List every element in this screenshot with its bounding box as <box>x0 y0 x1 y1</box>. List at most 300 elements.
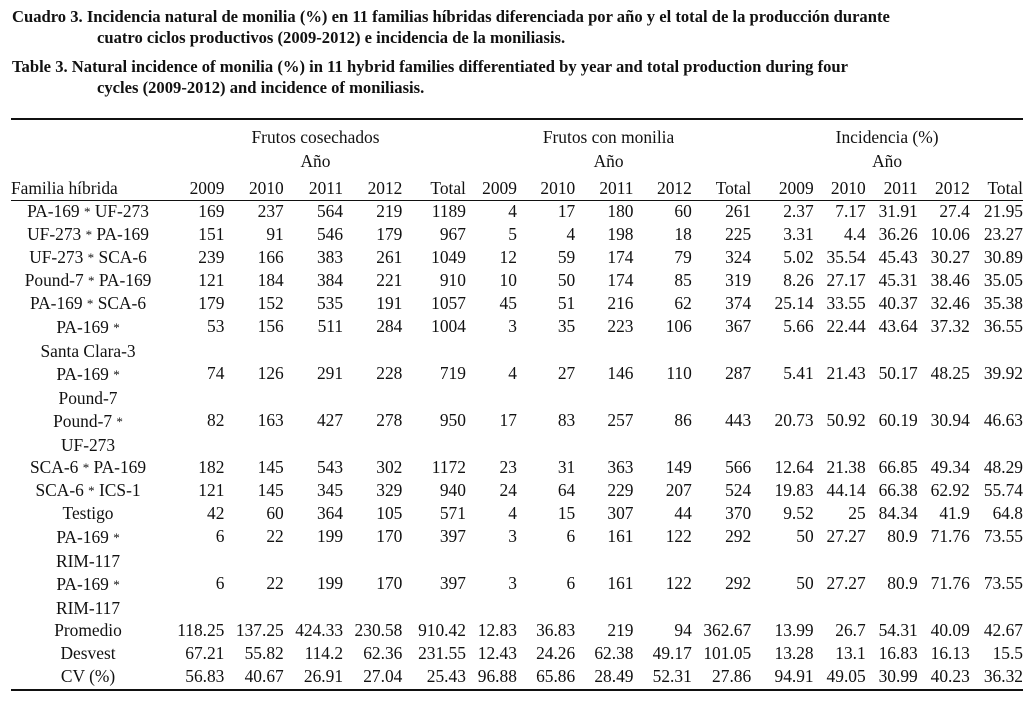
value-cell: 30.99 <box>878 666 918 686</box>
value-cell: 28.49 <box>594 666 634 686</box>
value-cell: 79 <box>674 247 692 267</box>
value-cell: 43.64 <box>878 316 918 336</box>
value-cell: 62 <box>674 293 692 313</box>
family-name-cell <box>11 620 165 643</box>
value-cell: 23.27 <box>983 224 1023 244</box>
value-cell: 261 <box>376 247 403 267</box>
year-label-harvested: Año <box>300 151 331 171</box>
family-name-cell <box>11 503 165 526</box>
table-row <box>11 316 1023 363</box>
value-cell: 27.4 <box>939 201 970 221</box>
value-cell: 62.36 <box>363 643 403 663</box>
value-cell: 5.66 <box>783 316 814 336</box>
value-cell: 13.1 <box>835 643 866 663</box>
value-cell: 15 <box>557 503 576 523</box>
value-cell: 49.17 <box>652 643 692 663</box>
value-cell: 257 <box>607 410 634 430</box>
col-header-harvested-2009: 2009 <box>189 178 225 198</box>
value-cell: 27.04 <box>363 666 403 686</box>
value-cell: 122 <box>665 573 692 593</box>
data-table-container <box>11 118 1023 691</box>
value-cell: 6 <box>215 526 225 546</box>
incidence-table <box>11 118 1023 691</box>
value-cell: 22.44 <box>826 316 866 336</box>
value-cell: 174 <box>607 247 634 267</box>
value-cell: 184 <box>257 270 284 290</box>
value-cell: 152 <box>257 293 284 313</box>
family-name-cell <box>11 643 165 666</box>
value-cell: 198 <box>607 224 634 244</box>
table-row <box>11 293 1023 316</box>
col-header-harvested-2010: 2010 <box>248 178 284 198</box>
value-cell: 291 <box>316 363 344 383</box>
value-cell: 62.38 <box>594 643 634 663</box>
col-header-incidence-total: Total <box>987 178 1023 198</box>
value-cell: 324 <box>725 247 752 267</box>
value-cell: 950 <box>439 410 466 430</box>
table-row <box>11 573 1023 620</box>
value-cell: 12.64 <box>774 457 814 477</box>
value-cell: 66.85 <box>878 457 918 477</box>
value-cell: 60 <box>674 201 692 221</box>
value-cell: 6 <box>215 573 225 593</box>
table-row <box>11 201 1023 225</box>
value-cell: 511 <box>317 316 344 336</box>
value-cell: 27.27 <box>826 573 866 593</box>
value-cell: 65.86 <box>536 666 576 686</box>
value-cell: 180 <box>607 201 634 221</box>
value-cell: 26.91 <box>303 666 344 686</box>
value-cell: 55.74 <box>983 480 1023 500</box>
value-cell: 101.05 <box>703 643 752 663</box>
col-header-monilia-total: Total <box>715 178 752 198</box>
header-spacer <box>11 148 165 172</box>
value-cell: 10 <box>499 270 517 290</box>
value-cell: 4 <box>508 363 517 383</box>
value-cell: 17 <box>499 410 517 430</box>
caption-english-line-1: Table 3. Natural incidence of monilia (%) in 11 hybrid families differentiated by year and total production during four <box>12 57 849 76</box>
family-name-line: UF-273 <box>60 435 116 455</box>
table-body <box>11 201 1023 691</box>
value-cell: 23 <box>499 457 517 477</box>
value-cell: 74 <box>207 363 225 383</box>
value-cell: 345 <box>316 480 344 500</box>
value-cell: 50.92 <box>826 410 866 430</box>
value-cell: 5 <box>508 224 517 244</box>
value-cell: 16.13 <box>930 643 970 663</box>
value-cell: 225 <box>725 224 752 244</box>
value-cell: 292 <box>725 573 752 593</box>
col-header-monilia-2010: 2010 <box>540 178 576 198</box>
value-cell: 7.17 <box>835 201 866 221</box>
value-cell: 46.63 <box>983 410 1023 430</box>
value-cell: 54.31 <box>878 620 918 640</box>
value-cell: 145 <box>257 457 284 477</box>
value-cell: 940 <box>439 480 466 500</box>
family-name-line: UF-273 * PA-169 <box>27 224 149 244</box>
value-cell: 524 <box>725 480 752 500</box>
value-cell: 1172 <box>431 457 466 477</box>
value-cell: 12 <box>499 247 517 267</box>
value-cell: 49.05 <box>826 666 866 686</box>
value-cell: 32.46 <box>930 293 970 313</box>
value-cell: 35.05 <box>983 270 1023 290</box>
value-cell: 33.55 <box>826 293 866 313</box>
table-row <box>11 620 1023 643</box>
value-cell: 170 <box>376 573 403 593</box>
value-cell: 50.17 <box>878 363 918 383</box>
value-cell: 83 <box>557 410 576 430</box>
value-cell: 17 <box>557 201 576 221</box>
value-cell: 5.41 <box>783 363 814 383</box>
value-cell: 278 <box>376 410 403 430</box>
family-name-line: PA-169 * SCA-6 <box>30 293 147 313</box>
value-cell: 35.54 <box>826 247 866 267</box>
value-cell: 71.76 <box>930 573 970 593</box>
value-cell: 4 <box>508 201 517 221</box>
col-header-incidence-2010: 2010 <box>830 178 866 198</box>
value-cell: 169 <box>198 201 225 221</box>
value-cell: 35 <box>557 316 576 336</box>
value-cell: 36.55 <box>983 316 1023 336</box>
value-cell: 30.89 <box>983 247 1023 267</box>
value-cell: 10.06 <box>930 224 970 244</box>
value-cell: 48.29 <box>983 457 1023 477</box>
family-name-line: Pound-7 <box>58 388 118 408</box>
value-cell: 166 <box>257 247 284 267</box>
value-cell: 151 <box>198 224 225 244</box>
col-header-incidence-2009: 2009 <box>778 178 814 198</box>
value-cell: 149 <box>665 457 692 477</box>
value-cell: 50 <box>796 526 814 546</box>
family-name-line: Pound-7 * PA-169 <box>24 270 152 290</box>
value-cell: 42.67 <box>983 620 1023 640</box>
value-cell: 1057 <box>431 293 466 313</box>
value-cell: 363 <box>607 457 634 477</box>
family-name-cell <box>11 526 165 573</box>
value-cell: 4 <box>508 503 517 523</box>
value-cell: 8.26 <box>783 270 814 290</box>
value-cell: 110 <box>666 363 692 383</box>
value-cell: 329 <box>376 480 403 500</box>
value-cell: 3 <box>508 316 517 336</box>
value-cell: 53 <box>207 316 225 336</box>
value-cell: 564 <box>316 201 344 221</box>
family-name-cell <box>11 457 165 480</box>
value-cell: 39.92 <box>983 363 1023 383</box>
value-cell: 443 <box>725 410 752 430</box>
caption-english <box>12 56 1024 98</box>
table-row <box>11 247 1023 270</box>
value-cell: 362.67 <box>703 620 752 640</box>
year-label-incidence: Año <box>872 151 903 171</box>
value-cell: 2.37 <box>783 201 814 221</box>
value-cell: 383 <box>316 247 344 267</box>
col-header-monilia-2011: 2011 <box>599 178 634 198</box>
value-cell: 1004 <box>431 316 466 336</box>
value-cell: 44.14 <box>826 480 866 500</box>
value-cell: 137.25 <box>235 620 284 640</box>
col-header-harvested-2011: 2011 <box>308 178 344 198</box>
value-cell: 24 <box>499 480 517 500</box>
value-cell: 1189 <box>431 201 466 221</box>
value-cell: 571 <box>439 503 466 523</box>
group-header-harvested: Frutos cosechados <box>251 127 380 147</box>
value-cell: 239 <box>198 247 225 267</box>
family-name-line: PA-169 * <box>56 527 120 547</box>
value-cell: 145 <box>257 480 284 500</box>
value-cell: 121 <box>198 480 225 500</box>
value-cell: 22 <box>266 526 284 546</box>
table-row <box>11 224 1023 247</box>
value-cell: 9.52 <box>783 503 814 523</box>
family-name-line: RIM-117 <box>55 598 121 618</box>
value-cell: 910 <box>439 270 466 290</box>
value-cell: 223 <box>607 316 634 336</box>
value-cell: 82 <box>207 410 225 430</box>
value-cell: 126 <box>257 363 284 383</box>
value-cell: 80.9 <box>887 573 918 593</box>
value-cell: 161 <box>607 526 634 546</box>
value-cell: 96.88 <box>477 666 517 686</box>
value-cell: 13.99 <box>774 620 814 640</box>
value-cell: 427 <box>316 410 344 430</box>
value-cell: 62.92 <box>930 480 970 500</box>
value-cell: 6 <box>566 526 576 546</box>
value-cell: 228 <box>376 363 403 383</box>
table-row <box>11 526 1023 573</box>
value-cell: 27.17 <box>826 270 866 290</box>
value-cell: 40.67 <box>244 666 284 686</box>
group-header-incidence: Incidencia (%) <box>835 127 939 147</box>
value-cell: 231.55 <box>418 643 466 663</box>
value-cell: 384 <box>316 270 344 290</box>
value-cell: 30.27 <box>930 247 970 267</box>
value-cell: 199 <box>316 573 344 593</box>
value-cell: 94.91 <box>774 666 814 686</box>
value-cell: 219 <box>376 201 403 221</box>
family-name-cell <box>11 201 165 225</box>
value-cell: 45.43 <box>878 247 918 267</box>
value-cell: 13.28 <box>774 643 814 663</box>
value-cell: 546 <box>316 224 344 244</box>
family-name-line: Testigo <box>62 503 114 523</box>
value-cell: 36.32 <box>983 666 1023 686</box>
table-row <box>11 503 1023 526</box>
value-cell: 170 <box>376 526 403 546</box>
value-cell: 105 <box>376 503 403 523</box>
value-cell: 64.8 <box>992 503 1023 523</box>
table-row <box>11 270 1023 293</box>
value-cell: 230.58 <box>354 620 403 640</box>
family-name-line: UF-273 * SCA-6 <box>29 247 147 267</box>
family-name-cell <box>11 410 165 457</box>
value-cell: 374 <box>725 293 752 313</box>
value-cell: 56.83 <box>185 666 225 686</box>
value-cell: 37.32 <box>930 316 970 336</box>
value-cell: 216 <box>607 293 634 313</box>
value-cell: 84.34 <box>878 503 918 523</box>
table-header <box>11 119 1023 201</box>
value-cell: 27.27 <box>826 526 866 546</box>
group-header-monilia: Frutos con monilia <box>542 127 675 147</box>
value-cell: 36.26 <box>878 224 918 244</box>
caption-spanish-line-2: cuatro ciclos productivos (2009-2012) e incidencia de la moniliasis. <box>97 28 566 47</box>
family-name-line: Desvest <box>60 643 116 663</box>
family-name-line: SCA-6 * ICS-1 <box>35 480 141 500</box>
value-cell: 36.83 <box>536 620 576 640</box>
value-cell: 219 <box>607 620 634 640</box>
value-cell: 48.25 <box>930 363 970 383</box>
value-cell: 237 <box>257 201 284 221</box>
value-cell: 45.31 <box>878 270 918 290</box>
value-cell: 40.09 <box>930 620 970 640</box>
col-header-incidence-2012: 2012 <box>935 178 970 198</box>
caption-spanish <box>12 6 1024 48</box>
value-cell: 719 <box>439 363 466 383</box>
col-header-monilia-2012: 2012 <box>657 178 692 198</box>
value-cell: 12.83 <box>477 620 517 640</box>
value-cell: 15.5 <box>992 643 1023 663</box>
value-cell: 397 <box>439 573 466 593</box>
value-cell: 52.31 <box>652 666 692 686</box>
value-cell: 114.2 <box>304 643 344 663</box>
family-name-line: RIM-117 <box>55 551 121 571</box>
family-name-line: CV (%) <box>60 666 116 686</box>
value-cell: 27.86 <box>712 666 752 686</box>
col-header-incidence-2011: 2011 <box>883 178 918 198</box>
value-cell: 146 <box>607 363 634 383</box>
value-cell: 50 <box>796 573 814 593</box>
value-cell: 163 <box>257 410 284 430</box>
value-cell: 35.38 <box>983 293 1023 313</box>
table-row <box>11 666 1023 690</box>
value-cell: 3 <box>508 573 517 593</box>
value-cell: 38.46 <box>930 270 970 290</box>
value-cell: 30.94 <box>930 410 970 430</box>
value-cell: 1049 <box>431 247 466 267</box>
value-cell: 55.82 <box>244 643 284 663</box>
value-cell: 6 <box>566 573 576 593</box>
family-name-line: PA-169 * <box>56 574 120 594</box>
value-cell: 25 <box>848 503 866 523</box>
value-cell: 367 <box>725 316 752 336</box>
value-cell: 21.43 <box>826 363 866 383</box>
value-cell: 424.33 <box>295 620 344 640</box>
value-cell: 4 <box>566 224 576 244</box>
value-cell: 122 <box>665 526 692 546</box>
value-cell: 25.14 <box>774 293 814 313</box>
value-cell: 64 <box>557 480 576 500</box>
value-cell: 31 <box>557 457 576 477</box>
family-name-line: Promedio <box>54 620 122 640</box>
value-cell: 566 <box>725 457 752 477</box>
value-cell: 80.9 <box>887 526 918 546</box>
value-cell: 287 <box>725 363 752 383</box>
family-name-cell <box>11 363 165 410</box>
value-cell: 199 <box>316 526 344 546</box>
value-cell: 45 <box>499 293 517 313</box>
value-cell: 60 <box>266 503 284 523</box>
table-row <box>11 410 1023 457</box>
value-cell: 156 <box>257 316 284 336</box>
family-name-line: Pound-7 * <box>53 411 123 431</box>
value-cell: 910.42 <box>418 620 466 640</box>
value-cell: 40.37 <box>878 293 918 313</box>
table-row <box>11 643 1023 666</box>
value-cell: 59 <box>557 247 576 267</box>
col-header-harvested-total: Total <box>430 178 466 198</box>
family-name-cell <box>11 270 165 293</box>
value-cell: 86 <box>674 410 692 430</box>
value-cell: 60.19 <box>878 410 918 430</box>
value-cell: 191 <box>376 293 403 313</box>
value-cell: 3.31 <box>783 224 814 244</box>
value-cell: 26.7 <box>835 620 866 640</box>
value-cell: 118.25 <box>177 620 225 640</box>
value-cell: 106 <box>665 316 692 336</box>
header-spacer <box>11 119 165 148</box>
table-row <box>11 363 1023 410</box>
value-cell: 40.23 <box>930 666 970 686</box>
family-name-line: PA-169 * <box>56 317 120 337</box>
value-cell: 5.02 <box>783 247 814 267</box>
family-name-cell <box>11 480 165 503</box>
family-name-line: PA-169 * UF-273 <box>27 201 149 221</box>
family-name-cell <box>11 293 165 316</box>
family-name-cell <box>11 247 165 270</box>
value-cell: 161 <box>607 573 634 593</box>
table-row <box>11 480 1023 503</box>
table-row <box>11 457 1023 480</box>
value-cell: 261 <box>725 201 752 221</box>
value-cell: 12.43 <box>477 643 517 663</box>
value-cell: 73.55 <box>983 573 1023 593</box>
value-cell: 41.9 <box>939 503 970 523</box>
value-cell: 179 <box>376 224 403 244</box>
row-header-family: Familia híbrida <box>11 178 118 198</box>
value-cell: 319 <box>725 270 752 290</box>
value-cell: 44 <box>674 503 692 523</box>
value-cell: 21.95 <box>983 201 1023 221</box>
value-cell: 42 <box>207 503 225 523</box>
value-cell: 543 <box>316 457 344 477</box>
value-cell: 397 <box>439 526 466 546</box>
value-cell: 207 <box>665 480 692 500</box>
family-name-cell <box>11 666 165 690</box>
value-cell: 292 <box>725 526 752 546</box>
value-cell: 27 <box>557 363 576 383</box>
value-cell: 3 <box>508 526 517 546</box>
family-name-line: PA-169 * <box>56 364 120 384</box>
year-label-monilia: Año <box>593 151 624 171</box>
family-name-cell <box>11 316 165 363</box>
value-cell: 71.76 <box>930 526 970 546</box>
value-cell: 229 <box>607 480 634 500</box>
value-cell: 182 <box>198 457 225 477</box>
value-cell: 121 <box>198 270 225 290</box>
family-name-line: Santa Clara-3 <box>40 341 136 361</box>
value-cell: 85 <box>674 270 692 290</box>
value-cell: 67.21 <box>185 643 225 663</box>
value-cell: 24.26 <box>536 643 576 663</box>
caption-spanish-line-1: Cuadro 3. Incidencia natural de monilia (%) en 11 familias híbridas diferenciada por año y el total de la producción durante <box>12 7 890 26</box>
col-header-monilia-2009: 2009 <box>482 178 517 198</box>
value-cell: 25.43 <box>426 666 466 686</box>
value-cell: 221 <box>376 270 403 290</box>
value-cell: 73.55 <box>983 526 1023 546</box>
value-cell: 302 <box>376 457 403 477</box>
